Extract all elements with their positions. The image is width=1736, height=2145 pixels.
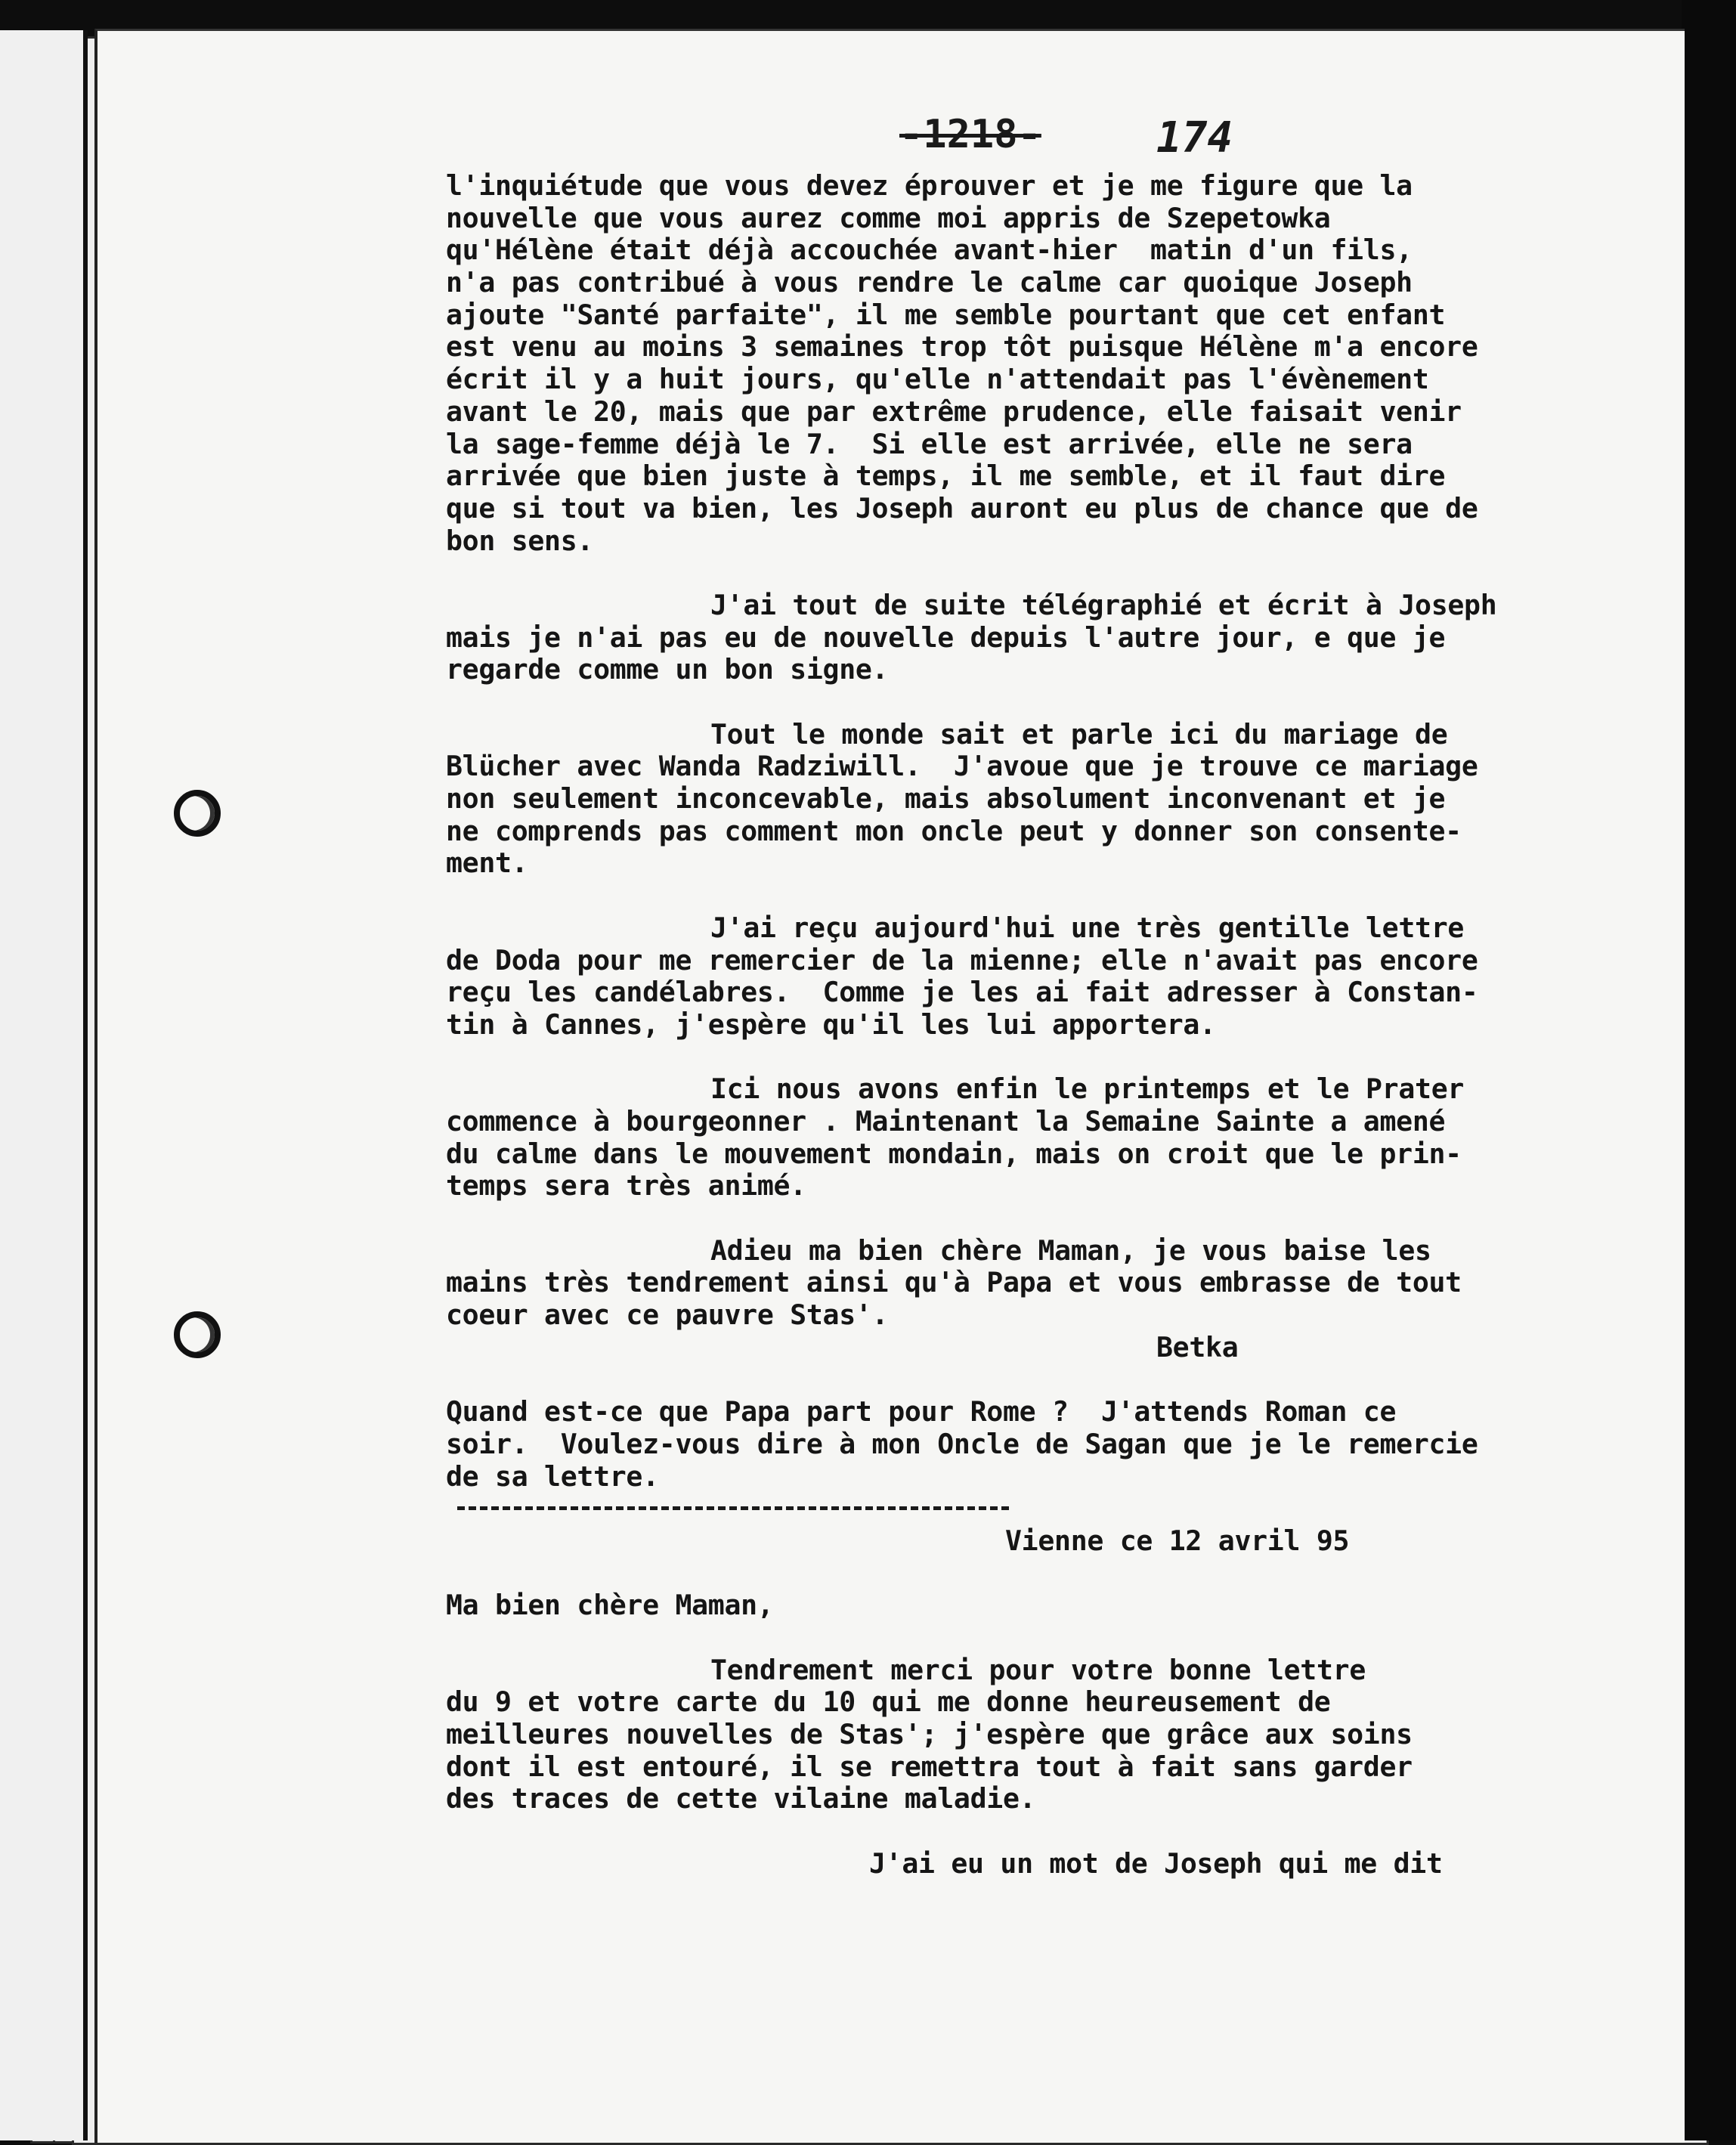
letter-body [446,170,1663,1880]
scan-border [1682,0,1736,2140]
text-line: l'inquiétude que vous devez éprouver et je me figure que la [446,169,1413,202]
text-line: du 9 et votre carte du 10 qui me donne heureusement de [446,1685,1331,1719]
new-page-number: 174 [1156,113,1233,162]
paragraph [446,1654,1663,1815]
text-line: nouvelle que vous aurez comme moi appris de Szepetowka [446,201,1331,234]
salutation: Ma bien chère Maman, [446,1589,774,1622]
text-line: non seulement inconcevable, mais absolument inconvenant et je [446,782,1446,816]
paragraph [446,719,1663,880]
text-line: avant le 20, mais que par extrême prudence, elle faisait venir [446,395,1462,428]
text-line: ajoute "Santé parfaite", il me semble pourtant que cet enfant [446,298,1446,331]
page-edge-strip [0,30,88,2140]
text-line: Adieu ma bien chère Maman, je vous baise les [710,1233,1431,1267]
text-line: temps sera très animé. [446,1169,806,1202]
punch-hole-top [174,790,221,837]
old-page-number: -1218- [899,112,1041,157]
text-line: de sa lettre. [446,1459,659,1493]
text-line: meilleures nouvelles de Stas'; j'espère que grâce aux soins [446,1718,1413,1750]
text-line: que si tout va bien, les Joseph auront eu plus de chance que de [446,491,1478,525]
text-line: soir. Voulez-vous dire à mon Oncle de Sagan que je le remercie [446,1427,1478,1460]
text-line: J'ai reçu aujourd'hui une très gentille lettre [710,911,1465,944]
text-line: Tendrement merci pour votre bonne lettre [710,1653,1366,1686]
text-line: ment. [446,847,528,880]
signature: Betka [1156,1330,1239,1363]
text-line: des traces de cette vilaine maladie. [446,1782,1036,1815]
text-line: regarde comme un bon signe. [446,653,889,686]
postscript [446,1396,1663,1493]
paragraph [446,170,1663,557]
text-line: J'ai tout de suite télégraphié et écrit à Joseph [710,588,1497,621]
text-line: est venu au moins 3 semaines trop tôt puisque Hélène m'a encore [446,330,1478,364]
text-line: dont il est entouré, il se remettra tout à fait sans garder [446,1750,1413,1783]
text-line: qu'Hélène était déjà accouchée avant-hier matin d'un fils, [446,234,1413,267]
text-line: la sage-femme déjà le 7. Si elle est arrivée, elle ne sera [446,427,1413,460]
text-line: mains très tendrement ainsi qu'à Papa et vous embrasse de tout [446,1266,1462,1299]
text-line: Blücher avec Wanda Radziwill. J'avoue que je trouve ce mariage [446,750,1478,783]
dateline: Vienne ce 12 avril 95 [1005,1524,1350,1557]
separator-rule [457,1506,1009,1510]
text-line: commence à bourgeonner . Maintenant la Semaine Sainte a amené [446,1104,1446,1138]
text-line: de Doda pour me remercier de la mienne; elle n'avait pas encore [446,943,1478,977]
text-line: ne comprends pas comment mon oncle peut y donner son consente- [446,814,1462,847]
paragraph [446,912,1663,1042]
text-line: tin à Cannes, j'espère qu'il les lui apportera. [446,1008,1216,1041]
punch-hole-bottom [174,1311,221,1358]
text-line: Tout le monde sait et parle ici du mariage de [710,717,1448,751]
text-line: coeur avec ce pauvre Stas'. [446,1298,889,1332]
text-line: arrivée que bien juste à temps, il me semble, et il faut dire [446,460,1446,493]
text-line: J'ai eu un mot de Joseph qui me dit [869,1846,1443,1880]
paragraph [446,590,1663,686]
paragraph [446,1235,1663,1332]
text-line: n'a pas contribué à vous rendre le calme car quoique Joseph [446,266,1413,299]
text-line: Quand est-ce que Papa part pour Rome ? J'attends Roman ce [446,1395,1397,1428]
text-line: bon sens. [446,524,594,557]
paragraph [446,1073,1663,1202]
text-line: du calme dans le mouvement mondain, mais on croit que le prin- [446,1137,1462,1170]
text-line: mais je n'ai pas eu de nouvelle depuis l'autre jour, e que je [446,621,1446,654]
text-line: Ici nous avons enfin le printemps et le Prater [710,1072,1465,1106]
text-line: reçu les candélabres. Comme je les ai fait adresser à Constan- [446,976,1478,1009]
text-line: écrit il y a huit jours, qu'elle n'attendait pas l'évènement [446,363,1429,396]
